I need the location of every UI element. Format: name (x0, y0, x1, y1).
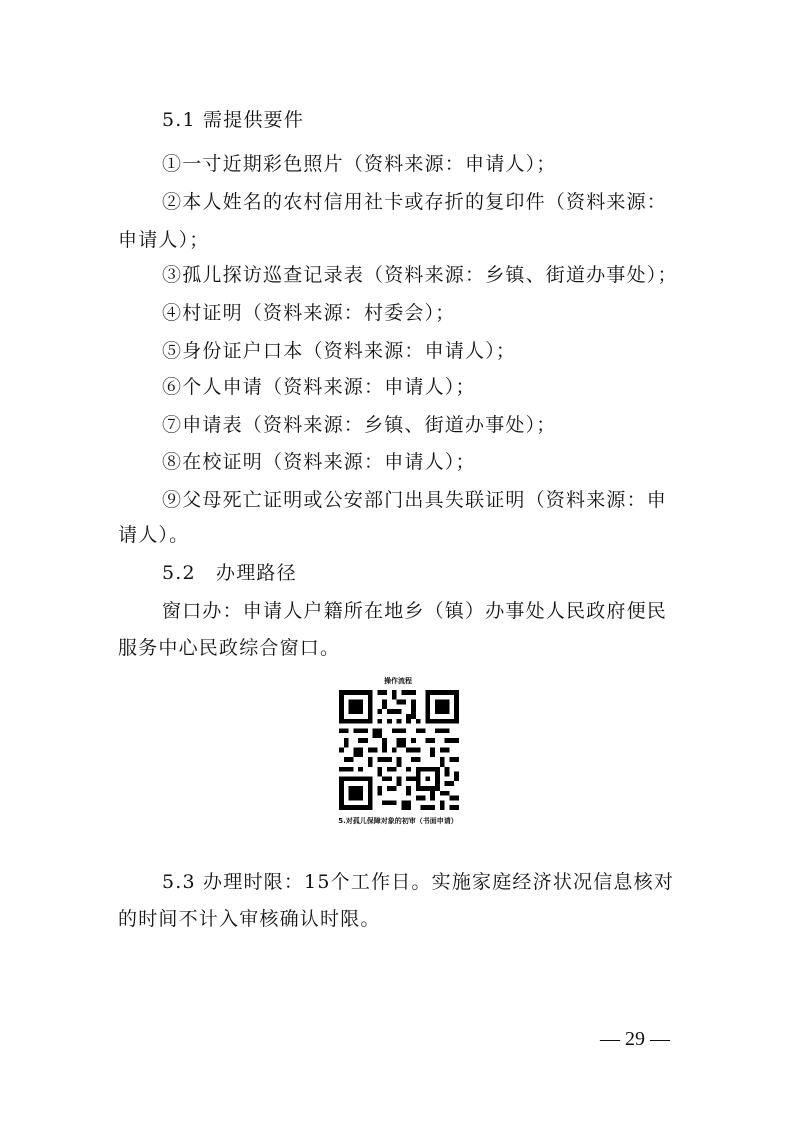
section-5-2-text-continuation: 服务中心民政综合窗口。 (118, 637, 341, 659)
list-item-continuation: 请人）。 (118, 524, 190, 546)
qr-code-icon[interactable] (339, 690, 459, 810)
section-5-1-heading: 5.1 需提供要件 (162, 109, 305, 131)
page-number: — 29 — (600, 1028, 670, 1050)
list-item: ⑦申请表（资料来源：乡镇、街道办事处）； (162, 414, 557, 436)
list-item-continuation: 申请人）； (118, 229, 210, 251)
list-item: ④村证明（资料来源：村委会）； (162, 302, 456, 324)
section-5-2-heading: 5.2 办理路径 (162, 562, 297, 584)
list-item: ①一寸近期彩色照片（资料来源：申请人）； (162, 153, 557, 175)
list-item: ⑨父母死亡证明或公安部门出具失联证明（资料来源：申 (162, 489, 668, 511)
list-item: ②本人姓名的农村信用社卡或存折的复印件（资料来源： (162, 191, 668, 213)
list-item: ⑤身份证户口本（资料来源：申请人）； (162, 340, 517, 362)
list-item: ③孤儿探访巡查记录表（资料来源：乡镇、街道办事处）； (162, 264, 678, 286)
qr-code-block[interactable] (331, 676, 465, 826)
section-5-2-text: 窗口办：申请人户籍所在地乡（镇）办事处人民政府便民 (162, 600, 668, 622)
section-5-3-text: 5.3 办理时限：15个工作日。实施家庭经济状况信息核对 (162, 871, 675, 893)
list-item: ⑧在校证明（资料来源：申请人）； (162, 451, 476, 473)
section-5-3-text-continuation: 的时间不计入审核确认时限。 (118, 908, 381, 930)
list-item: ⑥个人申请（资料来源：申请人）； (162, 376, 476, 398)
qr-caption: 5.对孤儿保障对象的初审（书面申请） (338, 817, 458, 825)
qr-title: 操作流程 (384, 677, 412, 685)
